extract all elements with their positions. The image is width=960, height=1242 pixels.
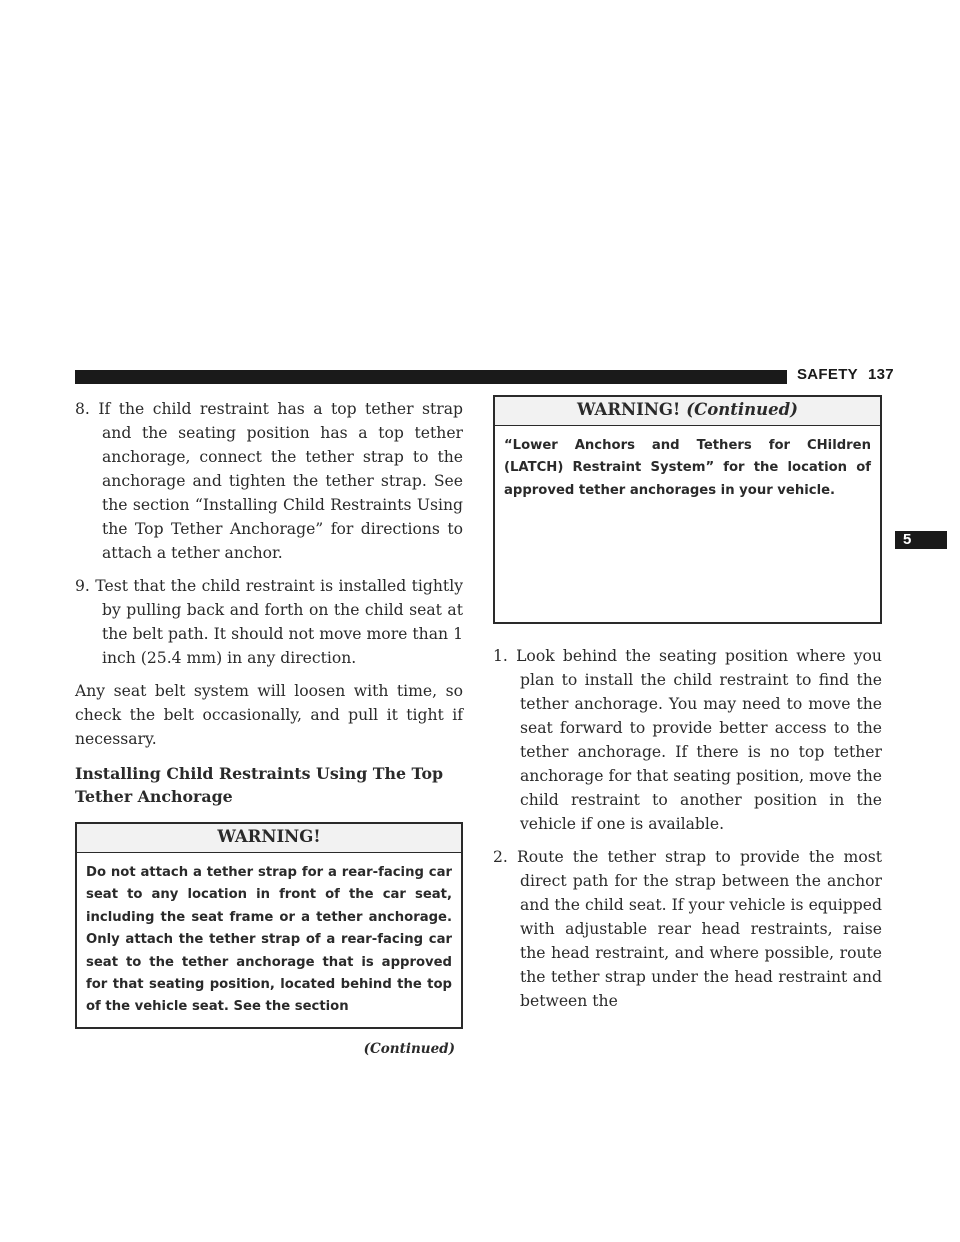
warning-box-continued [493,395,882,624]
section-title: SAFETY [797,366,858,383]
running-header [797,366,894,383]
header-rule [75,370,787,384]
continued-label: (Continued) [363,1040,455,1057]
left-column [75,397,463,1061]
step-number: 1. [493,647,508,665]
step-text: Test that the child restraint is installed tightly by pulling back and forth on the child seat at the belt path. It should not move more than 1 inch (25.4 mm) in any direction. [95,577,463,667]
step-text: Look behind the seating position where you plan to install the child restraint to find the tether anchorage. You may need to move the seat forward to provide better access to the tether anchorage. If there is no top tether anchorage for that seating position, move the child restraint to another position in the vehicle if one is available. [516,647,882,833]
warning-title: WARNING! [77,824,461,853]
step-number: 2. [493,848,508,866]
warning-title [495,397,880,426]
step-text: Route the tether strap to provide the most direct path for the strap between the anchor and the child seat. If your vehicle is equipped with adjustable rear head restraints, raise the head restraint, and where possible, route the tether strap under the head restraint and between the [517,848,882,1010]
step-9 [75,574,463,670]
page-number: 137 [867,366,894,383]
step-number: 8. [75,400,90,418]
warning-title-text: WARNING! [577,400,681,419]
section-subheading: Installing Child Restraints Using The Top Tether Anchorage [75,764,444,806]
right-column [493,395,882,1022]
warning-box [75,822,463,1029]
warning-title-suffix: (Continued) [686,400,798,419]
chapter-tab: 5 [895,531,947,549]
step-number: 9. [75,577,90,595]
body-paragraph: Any seat belt system will loosen with time, so check the belt occasionally, and pull it tight if necessary. [75,682,463,748]
step-2 [493,845,882,1013]
step-8 [75,397,463,565]
warning-text: “Lower Anchors and Tethers for CHildren (LATCH) Restraint System” for the location of approved tether anchorages in your vehicle. [504,438,871,498]
step-text: If the child restraint has a top tether strap and the seating position has a top tether anchorage, connect the tether strap to the anchorage and tighten the tether strap. See the section “Installing Child Restraints Using the Top Tether Anchorage” for directions to attach a tether anchor. [98,400,463,562]
warning-text: Do not attach a tether strap for a rear-facing car seat to any location in front of the car seat, including the seat frame or a tether anchorage. Only attach the tether strap of a rear-facing car seat to the tether anchorage that is approved for that seating position, located behind the top of the vehicle seat. See the section [86,865,452,1015]
step-1 [493,644,882,836]
